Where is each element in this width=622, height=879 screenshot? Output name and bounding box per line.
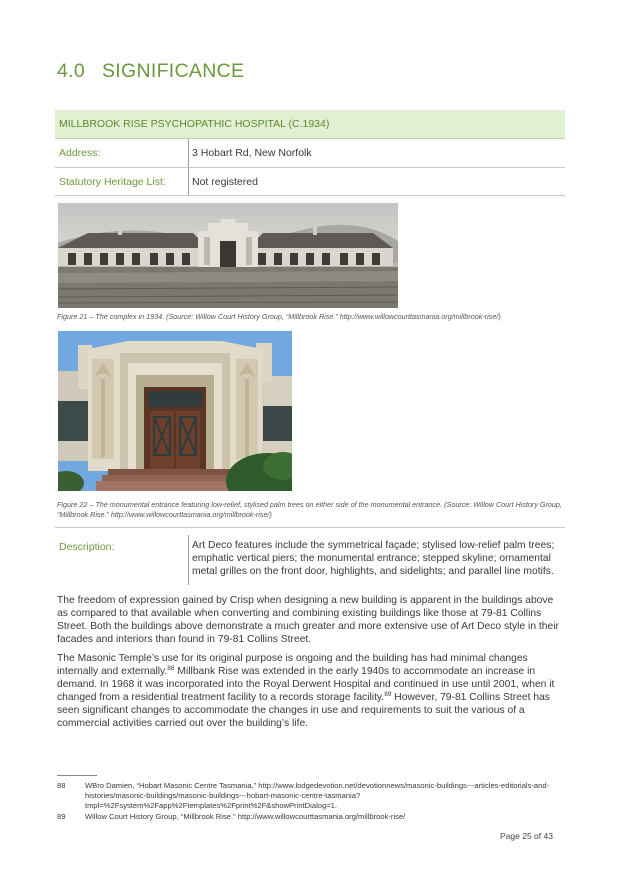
footnote-number: 88 — [57, 781, 66, 790]
heritage-label: Statutory Heritage List: — [59, 176, 166, 188]
section-number: 4.0 — [57, 60, 86, 82]
body-paragraph-2-part-b: Millbank Rise was extended in the early 1940s to accommodate an increase in demand. In 1968 it was incorporated into the Royal Derwent Hospital and continued in use until 2001, when it changed from a residential treatment facility to a records storage facility. — [57, 666, 555, 703]
hospital-complex-illustration — [58, 203, 398, 308]
address-value: 3 Hobart Rd, New Norfolk — [192, 147, 312, 159]
address-label: Address: — [59, 147, 101, 159]
column-divider — [188, 168, 189, 195]
heritage-value: Not registered — [192, 176, 258, 188]
address-row — [55, 139, 565, 168]
column-divider — [188, 535, 189, 585]
section-title: SIGNIFICANCE — [102, 60, 245, 82]
footnote-89 — [57, 812, 567, 824]
body-paragraph-2 — [57, 652, 565, 730]
site-name: MILLBROOK RISE PSYCHOPATHIC HOSPITAL (C.1934) — [59, 118, 330, 130]
footnote-ref-88[interactable]: 88 — [167, 665, 175, 672]
footnote-text: WBro Damien, “Hobart Masonic Centre Tasmania,” http://www.lodgedevotion.net/devotionnews/masonic-buildings---articles-editorials-and-histories/masonic-buildings/masonic-buildings---hobart-masonic-centre-tasmania?tmpl=%2Fsystem%2Fapp%2Ftemplates%2Fprint%2F&showPrintDialog=1. — [85, 781, 550, 810]
body-paragraph-1: The freedom of expression gained by Crisp when designing a new building is apparent in the buildings above as compared to that available when converting and combining existing buildings like those at 79-81 Collins Street. Both the buildings above demonstrate a much greater and more extensive use of Art Deco style in their facades and interiors than found in 79-81 Collins Street. — [57, 595, 559, 645]
section-divider — [55, 527, 565, 528]
footnote-ref-89[interactable]: 89 — [384, 691, 392, 698]
body-paragraph-2-part-c: However, 79-81 Collins Street has seen significant changes to accommodate the changes in use and requirements to suit the various of a commercial activities carried out over the building’s life. — [57, 692, 550, 729]
figure-21-caption: Figure 21 – The complex in 1934. (Source: Willow Court History Group, “Millbrook Rise.” http://www.willowcourttasmania.org/millbrook-rise/) — [57, 312, 501, 321]
body-paragraph-2-part-a: The Masonic Temple’s use for its original purpose is ongoing and the building has had minimal changes internally and externally. — [57, 653, 528, 677]
figure-22-photo — [58, 331, 292, 491]
column-divider — [188, 139, 189, 167]
footnote-separator — [57, 775, 97, 776]
footnote-text: Willow Court History Group, “Millbrook Rise.” http://www.willowcourttasmania.org/millbrook-rise/ — [85, 812, 406, 821]
page-number: Page 25 of 43 — [500, 831, 553, 841]
footnote-88 — [57, 781, 567, 812]
figure-22-caption: Figure 22 – The monumental entrance featuring low-relief, stylised palm trees on either side of the monumental entrance. (Source: Willow Court History Group, “Millbrook Rise.” http://www.willowcourttasmania.org/millbrook-rise/) — [57, 500, 562, 519]
site-title-bar — [55, 110, 565, 139]
heritage-row — [55, 168, 565, 196]
figure-21-photo — [58, 203, 398, 308]
footnote-number: 89 — [57, 812, 66, 821]
monumental-entrance-illustration — [58, 331, 292, 491]
description-row — [55, 535, 565, 585]
section-heading — [57, 60, 244, 83]
description-label: Description: — [59, 541, 115, 553]
description-text: Art Deco features include the symmetrical façade; stylised low-relief palm trees; emphatic vertical piers; the monumental entrance; stepped skyline; ornamental metal grilles on the front door, highlights, and sidelights; and parallel line motifs. — [192, 540, 555, 577]
